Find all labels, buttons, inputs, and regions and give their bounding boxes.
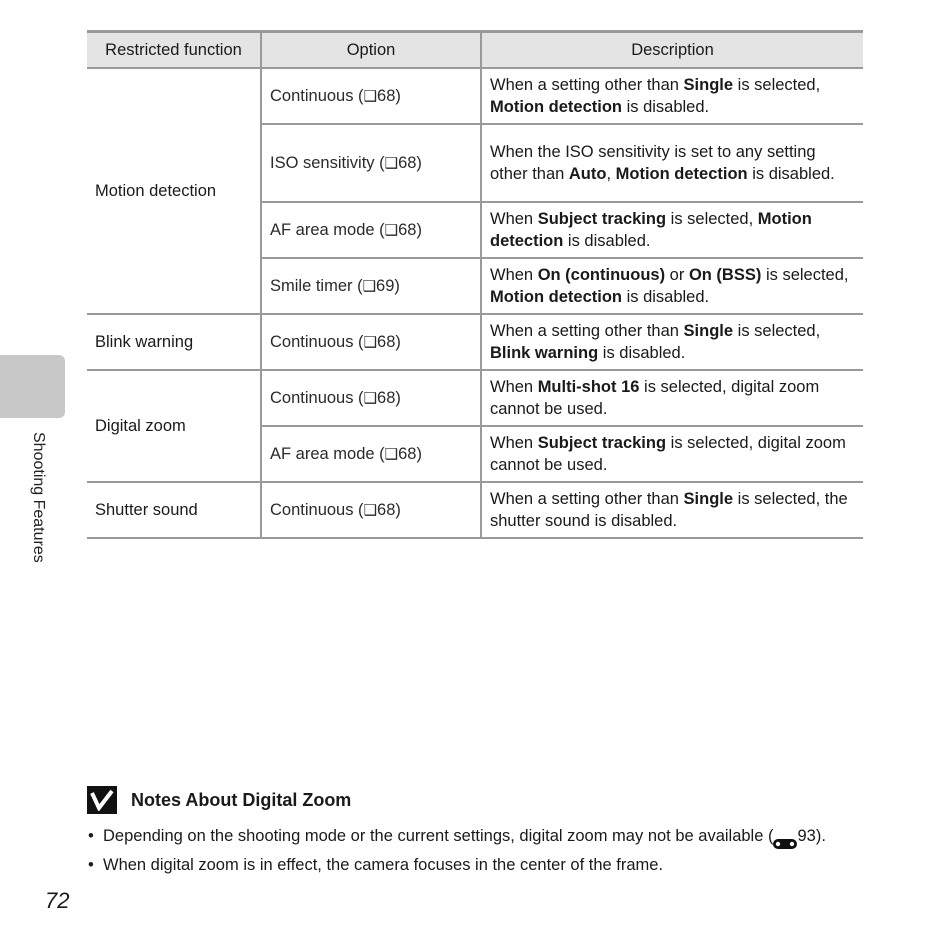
- table-row: [87, 482, 863, 538]
- list-item: • When digital zoom is in effect, the camera focuses in the center of the frame.: [87, 853, 863, 877]
- description-cell: When a setting other than Single is selected, Motion detection is disabled.: [481, 68, 863, 124]
- description-cell: When a setting other than Single is selected, Blink warning is disabled.: [481, 314, 863, 370]
- option-cell: Continuous (❑68): [261, 482, 481, 538]
- option-cell: Smile timer (❑69): [261, 258, 481, 314]
- section-tab-label: Shooting Features: [30, 432, 47, 563]
- book-icon: ❑: [363, 389, 378, 407]
- book-icon: ❑: [384, 445, 399, 463]
- table-row: [87, 68, 863, 124]
- notes-header: [87, 786, 863, 814]
- function-cell: Shutter sound: [87, 482, 261, 538]
- description-cell: When Subject tracking is selected, digital zoom cannot be used.: [481, 426, 863, 482]
- check-icon: [87, 786, 117, 814]
- header-option: Option: [261, 32, 481, 69]
- table-row: [87, 370, 863, 426]
- option-cell: Continuous (❑68): [261, 68, 481, 124]
- book-icon: ❑: [384, 221, 399, 239]
- header-restricted-function: Restricted function: [87, 32, 261, 69]
- header-description: Description: [481, 32, 863, 69]
- table-header-row: [87, 32, 863, 69]
- table-row: [87, 314, 863, 370]
- option-cell: ISO sensitivity (❑68): [261, 124, 481, 202]
- list-item: • Depending on the shooting mode or the current settings, digital zoom may not be available ( 93).: [87, 824, 863, 848]
- description-cell: When Subject tracking is selected, Motion detection is disabled.: [481, 202, 863, 258]
- book-icon: ❑: [384, 154, 399, 172]
- reference-icon: [773, 832, 797, 842]
- notes-title: Notes About Digital Zoom: [131, 789, 352, 810]
- notes-section: [87, 786, 863, 882]
- option-cell: AF area mode (❑68): [261, 426, 481, 482]
- description-cell: When On (continuous) or On (BSS) is selected, Motion detection is disabled.: [481, 258, 863, 314]
- book-icon: ❑: [363, 87, 378, 105]
- option-cell: AF area mode (❑68): [261, 202, 481, 258]
- function-cell: Blink warning: [87, 314, 261, 370]
- description-cell: When Multi-shot 16 is selected, digital zoom cannot be used.: [481, 370, 863, 426]
- notes-list: [87, 824, 863, 877]
- restrictions-table: [87, 30, 863, 539]
- book-icon: ❑: [362, 277, 377, 295]
- description-cell: When the ISO sensitivity is set to any setting other than Auto, Motion detection is disabled.: [481, 124, 863, 202]
- book-icon: ❑: [363, 501, 378, 519]
- option-cell: Continuous (❑68): [261, 370, 481, 426]
- function-cell: Motion detection: [87, 68, 261, 314]
- function-cell: Digital zoom: [87, 370, 261, 482]
- book-icon: ❑: [363, 333, 378, 351]
- option-cell: Continuous (❑68): [261, 314, 481, 370]
- description-cell: When a setting other than Single is selected, the shutter sound is disabled.: [481, 482, 863, 538]
- page-number: 72: [45, 888, 70, 913]
- section-tab: [0, 355, 65, 418]
